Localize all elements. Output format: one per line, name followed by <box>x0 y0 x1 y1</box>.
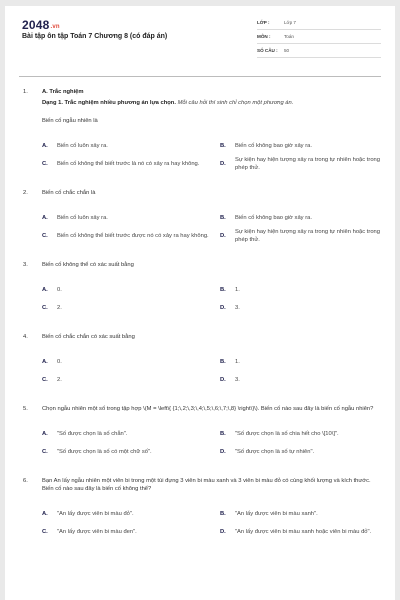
question-number: 4. <box>23 334 28 340</box>
question <box>23 477 381 541</box>
option-letter: B. <box>220 511 226 517</box>
question-stem: Biến cố chắc chắn có xác suất bằng <box>42 334 135 340</box>
section-title: A. Trắc nghiệm <box>42 89 84 95</box>
option-text: Biến cố không bao giờ xảy ra. <box>235 215 312 221</box>
option-c[interactable] <box>42 155 214 173</box>
option-c[interactable] <box>42 371 214 389</box>
options-grid <box>42 505 381 541</box>
option-a[interactable] <box>42 353 214 371</box>
meta-row-count <box>257 44 381 58</box>
option-a[interactable] <box>42 505 214 523</box>
option-text: 0. <box>57 287 62 293</box>
option-c[interactable] <box>42 299 214 317</box>
meta-value: Lớp 7 <box>284 20 296 25</box>
option-a[interactable] <box>42 209 214 227</box>
option-text: "Số được chọn là số có một chữ số". <box>57 449 152 455</box>
option-d[interactable] <box>220 371 392 389</box>
option-letter: A. <box>42 359 48 365</box>
option-text: "An lấy được viên bi màu đen". <box>57 529 137 535</box>
option-b[interactable] <box>220 209 392 227</box>
option-letter: B. <box>220 287 226 293</box>
option-text: Sự kiện hay hiện tượng xảy ra trong tự nhiên hoặc trong phép thử. <box>235 157 380 171</box>
section-instructions <box>42 99 381 107</box>
meta-value: Toán <box>284 34 294 39</box>
option-b[interactable] <box>220 281 392 299</box>
option-text: 2. <box>57 377 62 383</box>
option-text: 1. <box>235 359 240 365</box>
question <box>23 88 381 173</box>
option-letter: A. <box>42 511 48 517</box>
option-letter: C. <box>42 529 48 535</box>
option-letter: D. <box>220 529 226 535</box>
option-d[interactable] <box>220 155 392 173</box>
option-letter: D. <box>220 233 226 239</box>
option-b[interactable] <box>220 353 392 371</box>
option-text: Biến cố không thể biết trước là nó có xảy ra hay không. <box>57 161 200 167</box>
option-d[interactable] <box>220 523 392 541</box>
option-letter: C. <box>42 377 48 383</box>
header-divider <box>19 76 381 77</box>
option-letter: C. <box>42 233 48 239</box>
section-note: Mỗi câu hỏi thí sinh chỉ chọn một phương án. <box>177 100 294 106</box>
option-letter: D. <box>220 449 226 455</box>
option-text: "Số được chọn là số chẵn". <box>57 431 128 437</box>
site-logo[interactable]: 2048.vn <box>22 18 60 32</box>
question-stem: Bạn An lấy ngẫu nhiên một viên bi trong một túi đựng 3 viên bi màu xanh và 3 viên bi màu đỏ có cùng khối lượng và kích thước. Biến cố nào sau đây là biến cố không thể? <box>42 478 371 492</box>
option-letter: D. <box>220 161 226 167</box>
option-text: "Số được chọn là số tự nhiên". <box>235 449 315 455</box>
question <box>23 405 381 461</box>
options-grid <box>42 137 381 173</box>
option-d[interactable] <box>220 443 392 461</box>
option-text: 1. <box>235 287 240 293</box>
option-text: 3. <box>235 305 240 311</box>
option-letter: C. <box>42 161 48 167</box>
option-c[interactable] <box>42 523 214 541</box>
option-a[interactable] <box>42 425 214 443</box>
logo-suffix: .vn <box>50 24 60 30</box>
meta-label: SỐ CÂU : <box>257 48 278 53</box>
option-b[interactable] <box>220 505 392 523</box>
question-stem: Biến cố không thể có xác suất bằng <box>42 262 134 268</box>
question-stem: Chọn ngẫu nhiên một số trong tập hợp \(M = \left\{ {1;\,2;\,3;\,4;\,5;\,6;\,7;\,8} \right\}\). Biến cố nào sau đây là biến cố ngẫu nhiên? <box>42 406 374 412</box>
question-stem: Biến cố ngẫu nhiên là <box>42 118 98 124</box>
option-c[interactable] <box>42 443 214 461</box>
option-b[interactable] <box>220 137 392 155</box>
option-letter: C. <box>42 305 48 311</box>
option-a[interactable] <box>42 281 214 299</box>
option-letter: A. <box>42 287 48 293</box>
meta-row-class <box>257 16 381 30</box>
option-letter: A. <box>42 431 48 437</box>
option-text: Biến cố không bao giờ xảy ra. <box>235 143 312 149</box>
question-number: 3. <box>23 262 28 268</box>
option-text: "An lấy được viên bi màu xanh". <box>235 511 318 517</box>
question-number: 5. <box>23 406 28 412</box>
option-letter: B. <box>220 359 226 365</box>
option-text: Sự kiện hay hiện tượng xảy ra trong tự nhiên hoặc trong phép thử. <box>235 229 380 243</box>
option-d[interactable] <box>220 227 392 245</box>
option-text: "Số được chọn là số chia hết cho \[10\]". <box>235 431 339 437</box>
option-letter: B. <box>220 143 226 149</box>
meta-row-subject <box>257 30 381 44</box>
option-c[interactable] <box>42 227 214 245</box>
options-grid <box>42 281 381 317</box>
option-letter: B. <box>220 215 226 221</box>
options-grid <box>42 425 381 461</box>
meta-label: LỚP : <box>257 20 270 25</box>
question <box>23 333 381 389</box>
option-text: 3. <box>235 377 240 383</box>
question-list <box>23 88 381 557</box>
question-stem: Biến cố chắc chắn là <box>42 190 96 196</box>
document-header <box>5 6 395 62</box>
question-number: 2. <box>23 190 28 196</box>
options-grid <box>42 353 381 389</box>
option-letter: C. <box>42 449 48 455</box>
option-letter: A. <box>42 143 48 149</box>
option-letter: B. <box>220 431 226 437</box>
meta-value: 50 <box>284 48 290 53</box>
meta-panel <box>257 16 381 58</box>
option-letter: A. <box>42 215 48 221</box>
question-number: 1. <box>23 89 28 95</box>
option-text: Biến cố luôn xảy ra. <box>57 143 108 149</box>
document-title: Bài tập ôn tập Toán 7 Chương 8 (có đáp án) <box>22 33 168 40</box>
meta-label: MÔN : <box>257 34 271 39</box>
option-text: 2. <box>57 305 62 311</box>
options-grid <box>42 209 381 245</box>
option-text: "An lấy được viên bi màu xanh hoặc viên bi màu đỏ". <box>235 529 372 535</box>
question-number: 6. <box>23 478 28 484</box>
option-d[interactable] <box>220 299 392 317</box>
option-text: Biến cố không thể biết trước được nó có xảy ra hay không. <box>57 233 209 239</box>
question <box>23 189 381 245</box>
option-letter: D. <box>220 377 226 383</box>
option-letter: D. <box>220 305 226 311</box>
option-a[interactable] <box>42 137 214 155</box>
question <box>23 261 381 317</box>
document-page <box>5 6 395 600</box>
option-text: Biến cố luôn xảy ra. <box>57 215 108 221</box>
option-b[interactable] <box>220 425 392 443</box>
section-type: Dạng 1. Trắc nghiệm nhiều phương án lựa chọn. <box>42 100 176 106</box>
option-text: 0. <box>57 359 62 365</box>
option-text: "An lấy được viên bi màu đỏ". <box>57 511 134 517</box>
